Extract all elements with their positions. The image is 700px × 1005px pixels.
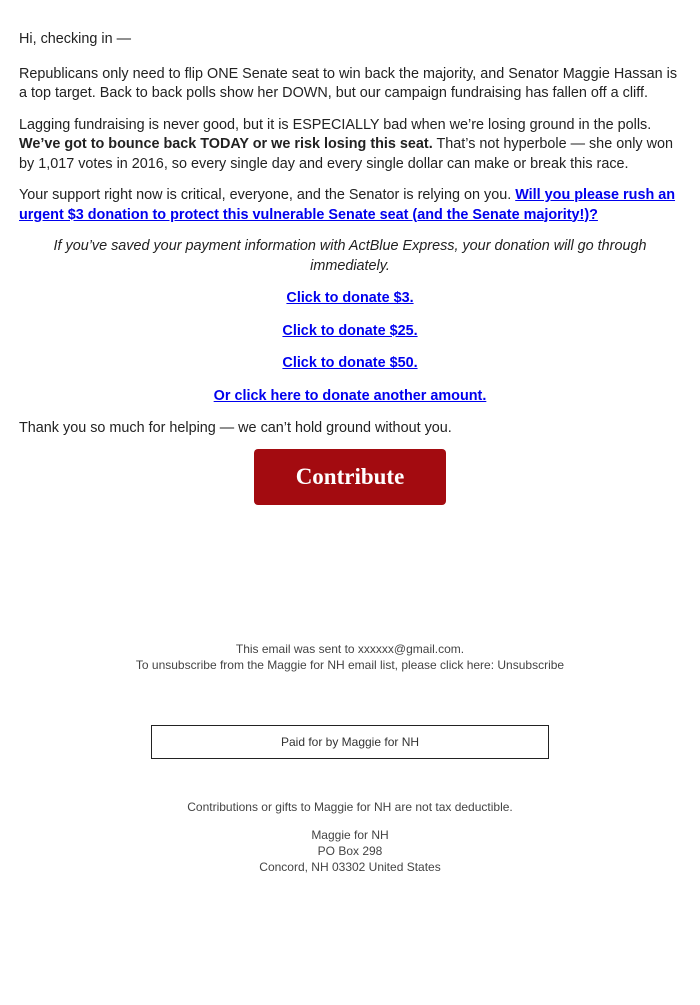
closing-text: Thank you so much for helping — we can’t hold ground without you.: [19, 420, 452, 436]
greeting: Hi, checking in —: [19, 31, 131, 47]
support-text: Your support right now is critical, everyone, and the Senator is relying on you.: [19, 187, 512, 203]
urgent-donation-link[interactable]: Will you please rush an urgent $3 donation to protect this vulnerable Senate seat (and the Senate majority!)?: [19, 187, 676, 223]
donate-50-line: [19, 354, 681, 374]
donate-other-amount-link[interactable]: Or click here to donate another amount.: [213, 387, 487, 404]
donate-3-line: [19, 289, 681, 309]
fundraising-bold-text: We’ve got to bounce back TODAY or we risk losing this seat.: [19, 136, 433, 152]
paragraph-fundraising: [19, 116, 681, 175]
donate-25-link[interactable]: Click to donate $25.: [282, 322, 418, 339]
fundraising-text-end: That’s not hyperbole — she only won by 1,017 votes in 2016, so every single day and every single dollar can make or break this race.: [19, 136, 673, 172]
donate-other-line: [19, 387, 681, 407]
address-line-1: PO Box 298: [317, 844, 383, 858]
paragraph-support: [19, 186, 681, 225]
sent-to-text: This email was sent to xxxxxx@gmail.com.: [235, 642, 465, 656]
footer-notice: [0, 641, 700, 673]
donate-50-link[interactable]: Click to donate $50.: [282, 355, 418, 371]
address-name: Maggie for NH: [311, 828, 389, 842]
cta-container: [0, 449, 700, 505]
donate-25-line: [19, 322, 681, 342]
address-line-2: Concord, NH 03302 United States: [259, 860, 441, 874]
actblue-express-note: If you’ve saved your payment information with ActBlue Express, your donation will go through immediately.: [53, 238, 647, 274]
email-body: [19, 30, 681, 451]
unsubscribe-text[interactable]: To unsubscribe from the Maggie for NH email list, please click here: Unsubscribe: [135, 658, 565, 672]
contribute-button[interactable]: Contribute: [254, 449, 446, 505]
donate-3-link[interactable]: Click to donate $3.: [286, 290, 414, 306]
tax-note: Contributions or gifts to Maggie for NH are not tax deductible.: [187, 800, 513, 814]
mailing-address: [0, 827, 700, 875]
paid-for-box: Paid for by Maggie for NH: [151, 725, 549, 759]
fundraising-text: Lagging fundraising is never good, but it is ESPECIALLY bad when we’re losing ground in the polls.: [19, 116, 652, 133]
paragraph-polls: Republicans only need to flip ONE Senate seat to win back the majority, and Senator Maggie Hassan is a top target. Back to back polls show her DOWN, but our campaign fundraising has fallen off a cliff.: [19, 65, 678, 101]
